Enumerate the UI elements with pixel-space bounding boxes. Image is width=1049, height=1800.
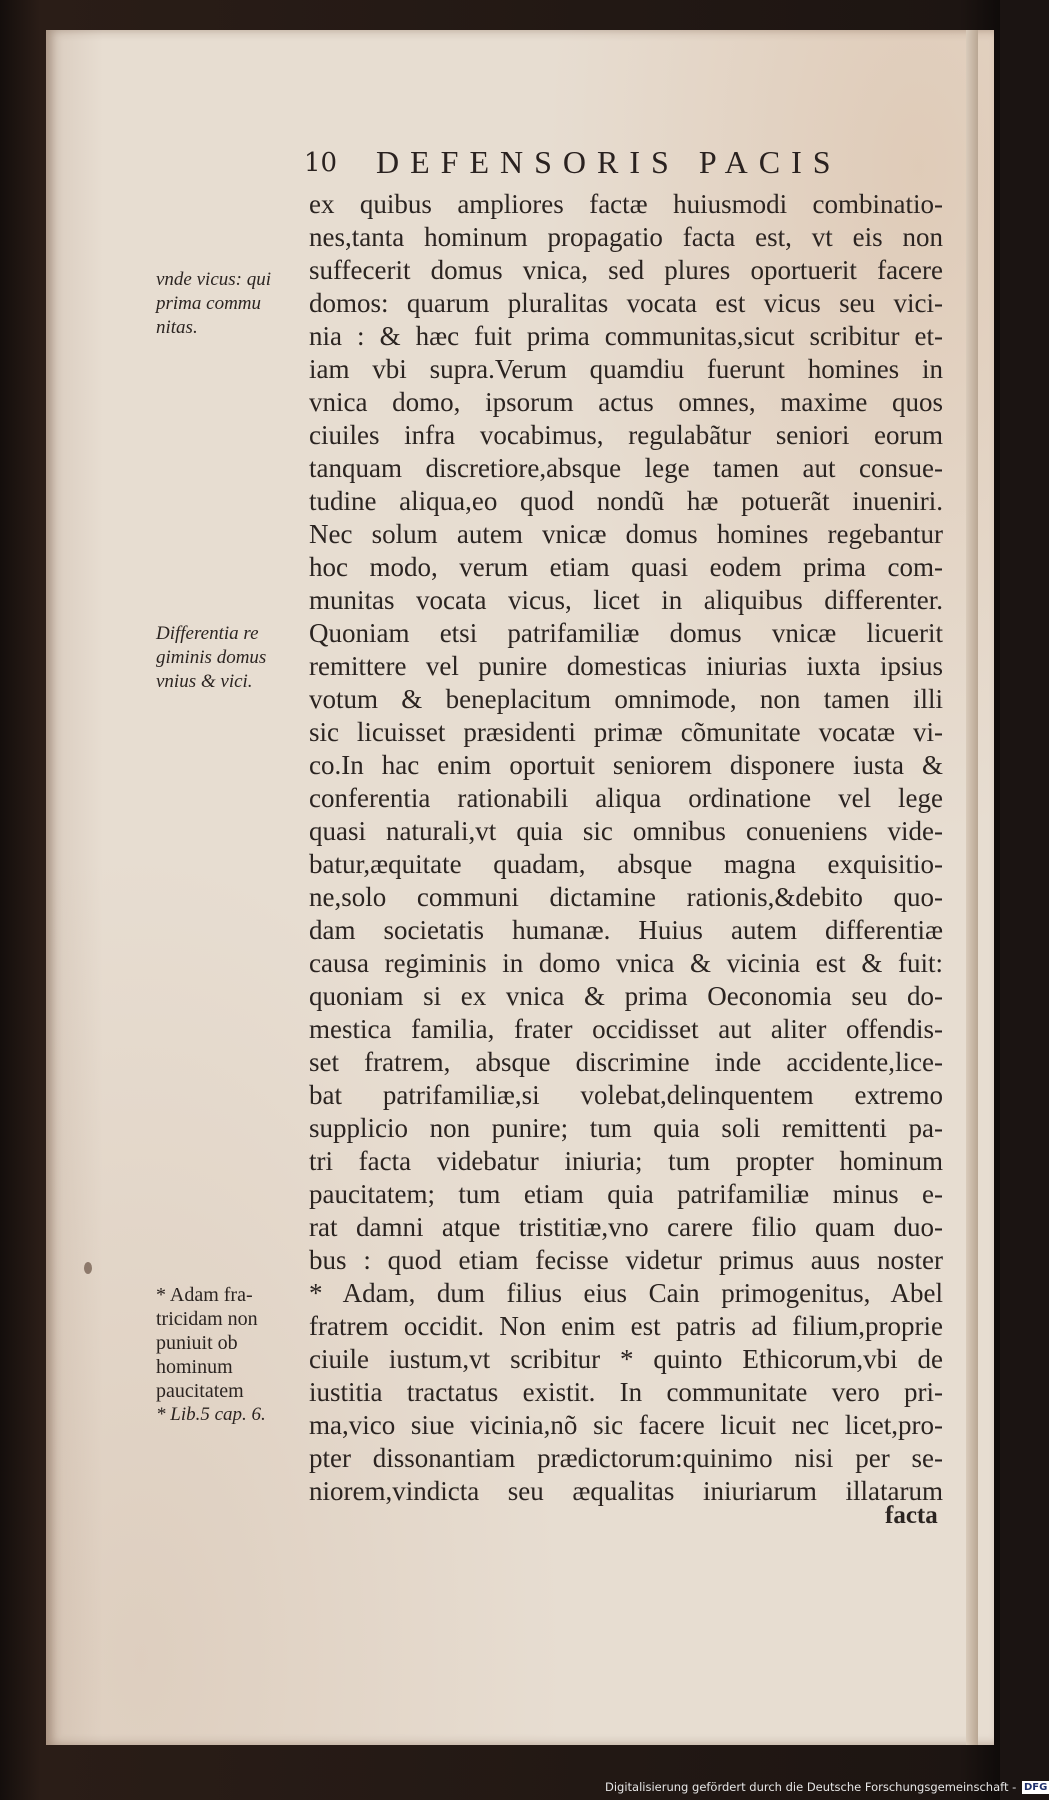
text-line: Quoniam etsi patrifamiliæ domus vnicæ licuerit: [309, 618, 943, 648]
text-line: ciuiles infra vocabimus, regulabãtur seniori eorum: [309, 420, 943, 450]
dfg-logo[interactable]: DFG: [1023, 1782, 1048, 1793]
text-line: suffecerit domus vnica, sed plures oportuerit facere: [309, 255, 943, 285]
text-line: domos: quarum pluralitas vocata est vicus seu vici-: [309, 288, 943, 318]
text-line: nes,tanta hominum propagatio facta est, vt eis non: [309, 222, 943, 252]
text-line: nia : & hæc fuit prima communitas,sicut scribitur et-: [309, 321, 943, 351]
text-line: fratrem occidit. Non enim est patris ad filium,proprie: [309, 1311, 943, 1341]
page-header: [304, 140, 884, 184]
text-line: mestica familia, frater occidisset aut aliter offendis-: [309, 1014, 943, 1044]
margin-note-line: prima commu: [156, 293, 262, 314]
running-title: DEFENSORIS PACIS: [376, 144, 842, 180]
margin-note-line: vnde vicus: qui: [156, 269, 272, 290]
page-number: 10: [304, 148, 338, 178]
text-line: vnica domo, ipsorum actus omnes, maxime quos: [309, 387, 943, 417]
margin-note-reference: * Lib.5 cap. 6.: [156, 1404, 266, 1425]
text-line: votum & beneplacitum omnimode, non tamen illi: [309, 684, 943, 714]
margin-note-line: paucitatem: [156, 1380, 244, 1402]
text-line: remittere vel punire domesticas iniurias iuxta ipsius: [309, 651, 943, 681]
text-line: iustitia tractatus existit. In communitate vero pri-: [309, 1377, 943, 1407]
text-line: tudine aliqua,eo quod nondũ hæ potuerãt inueniri.: [309, 486, 943, 516]
text-line: set fratrem, absque discrimine inde accidente,lice-: [309, 1047, 943, 1077]
margin-note-line: Differentia re: [156, 623, 259, 644]
margin-note-line: giminis domus: [156, 647, 267, 668]
text-line: co.In hac enim oportuit seniorem disponere iusta &: [309, 750, 943, 780]
text-line: sic licuisset præsidenti primæ cõmunitate vocatæ vi-: [309, 717, 943, 747]
text-line: * Adam, dum filius eius Cain primogenitus, Abel: [309, 1278, 943, 1308]
credit-text: Digitalisierung gefördert durch die Deutsche Forschungsgemeinschaft -: [605, 1780, 1017, 1794]
text-line: ma,vico siue vicinia,nõ sic facere licuit nec licet,pro-: [309, 1410, 943, 1440]
margin-note-line: tricidam non: [156, 1308, 258, 1330]
text-line: paucitatem; tum etiam quia patrifamiliæ minus e-: [309, 1179, 943, 1209]
page-edge: [966, 30, 978, 1745]
margin-note-line: vnius & vici.: [156, 671, 253, 692]
text-line: hoc modo, verum etiam quasi eodem prima com-: [309, 552, 943, 582]
text-line: quoniam si ex vnica & prima Oeconomia seu do-: [309, 981, 943, 1011]
body-text: [309, 188, 943, 1508]
ink-stain: [84, 1262, 92, 1274]
text-line: ciuile iustum,vt scribitur * quinto Ethicorum,vbi de: [309, 1344, 943, 1374]
text-line: quasi naturali,vt quia sic omnibus conueniens vide-: [309, 816, 943, 846]
text-line: bus : quod etiam fecisse videtur primus auus noster: [309, 1245, 943, 1275]
margin-note-vicus: [156, 268, 271, 340]
text-line: conferentia rationabili aliqua ordinatione vel lege: [309, 783, 943, 813]
catchword: facta: [885, 1502, 938, 1529]
margin-note-line: puniuit ob: [156, 1332, 238, 1354]
text-line: causa regiminis in domo vnica & vicinia est & fuit:: [309, 948, 943, 978]
text-line: munitas vocata vicus, licet in aliquibus differenter.: [309, 585, 943, 615]
margin-note-differentia: [156, 622, 266, 694]
text-line: tanquam discretiore,absque lege tamen aut consue-: [309, 453, 943, 483]
margin-note-adam: [156, 1283, 266, 1427]
text-line: batur,æquitate quadam, absque magna exquisitio-: [309, 849, 943, 879]
margin-note-line: hominum: [156, 1356, 233, 1378]
text-line: tri facta videbatur iniuria; tum propter hominum: [309, 1146, 943, 1176]
text-line: pter dissonantiam prædictorum:quinimo nisi per se-: [309, 1443, 943, 1473]
text-line: supplicio non punire; tum quia soli remittenti pa-: [309, 1113, 943, 1143]
text-line: ex quibus ampliores factæ huiusmodi combinatio-: [309, 189, 943, 219]
digitization-credit: [605, 1778, 1048, 1796]
text-line: bat patrifamiliæ,si volebat,delinquentem extremo: [309, 1080, 943, 1110]
margin-note-line: * Adam fra-: [156, 1284, 253, 1306]
text-line: iam vbi supra.Verum quamdiu fuerunt homines in: [309, 354, 943, 384]
margin-note-line: nitas.: [156, 317, 198, 338]
text-line: dam societatis humanæ. Huius autem differentiæ: [309, 915, 943, 945]
text-line: niorem,vindicta seu æqualitas iniuriarum illatarum: [309, 1476, 943, 1506]
text-line: ne,solo communi dictamine rationis,&debito quo-: [309, 882, 943, 912]
text-line: rat damni atque tristitiæ,vno carere filio quam duo-: [309, 1212, 943, 1242]
text-line: Nec solum autem vnicæ domus homines regebantur: [309, 519, 943, 549]
